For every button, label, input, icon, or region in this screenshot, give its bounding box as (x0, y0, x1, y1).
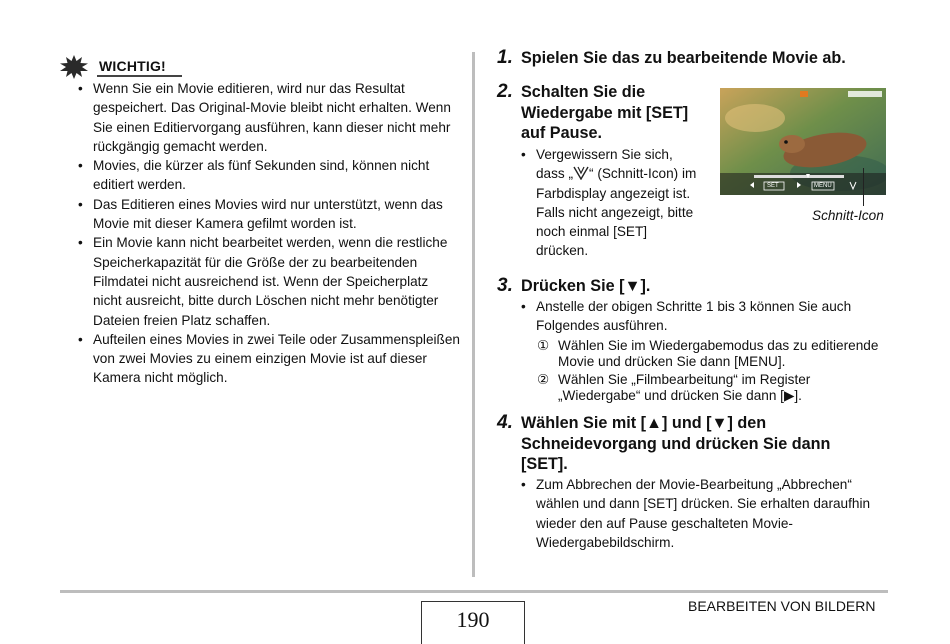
step-heading: Spielen Sie das zu bearbeitende Movie ab. (521, 49, 846, 67)
step-bullet-list (521, 475, 883, 552)
note-item: • Aufteilen eines Movies in zwei Teile oder Zusammenspleißen von zwei Movies zu einem einzigen Movie ist auf dieser Kamera nicht möglich. (78, 330, 460, 388)
enum-item (537, 338, 889, 369)
note-item: • Movies, die kürzer als fünf Sekunden sind, können nicht editiert werden. (78, 156, 460, 195)
step-heading: Wählen Sie mit [▲] und [▼] den Schneidevorgang und drücken Sie dann [SET]. (521, 414, 831, 473)
note-item: • Ein Movie kann nicht bearbeitet werden, wenn die restliche Speicherkapazität für die Größe der zu bearbeitenden Filmdatei nicht ausreichend ist. Wenn der Speicherplatz nicht ausreicht, bitte durch Löschen nicht mehr benötigter Dateien freien Platz schaffen. (78, 233, 460, 329)
set-button-label: SET (767, 183, 779, 189)
step-bullet-text-start: Vergewissern Sie sich, dass „ (536, 147, 673, 182)
enum-text: Wählen Sie „Filmbearbeitung“ im Register „Wiedergabe“ und drücken Sie dann [▶]. (558, 372, 811, 403)
image-caption: Schnitt-Icon (812, 208, 884, 223)
cut-icon (573, 166, 589, 180)
note-heading-underline (97, 75, 182, 77)
step-bullet: • Anstelle der obigen Schritte 1 bis 3 können Sie auch Folgendes ausführen. (521, 297, 891, 336)
starburst-icon (60, 55, 88, 79)
note-heading: WICHTIG! (99, 58, 166, 74)
step-number: 1. (497, 47, 513, 68)
enum-marker: ② (537, 372, 550, 387)
menu-button-label: MENU (814, 183, 832, 189)
playback-screen-image (720, 88, 886, 195)
page-number: 190 (456, 607, 490, 632)
note-list (78, 79, 460, 388)
callout-line (863, 168, 864, 206)
footer-rule (60, 590, 888, 593)
step-bullet-text-end: “ (Schnitt-Icon) im Farbdisplay angezeigt ist. Falls nicht angezeigt, bitte noch einmal [SET] drücken. (536, 166, 697, 259)
step-bullet: • Zum Abbrechen der Movie-Bearbeitung „Abbrechen“ wählen und dann [SET] drücken. Sie erhalten daraufhin wieder den auf Pause geschalteten Movie-Wiedergabebildschirm. (521, 475, 883, 552)
alternative-steps (537, 338, 889, 406)
note-item: • Wenn Sie ein Movie editieren, wird nur das Resultat gespeichert. Das Original-Movie bleibt nicht erhalten. Wenn Sie einen Editiervorgang ausführen, kann dieser nicht mehr rückgängig gemacht werden. (78, 79, 460, 156)
step-number: 3. (497, 275, 513, 296)
playback-screen-graphic (720, 88, 886, 195)
step-number: 2. (497, 81, 513, 102)
step-bullet-list (521, 145, 701, 261)
enum-text: Wählen Sie im Wiedergabemodus das zu editierende Movie und drücken Sie dann [MENU]. (558, 338, 879, 369)
section-title: BEARBEITEN VON BILDERN (688, 598, 876, 614)
step-heading: Drücken Sie [▼]. (521, 277, 651, 295)
step-heading: Schalten Sie die Wiedergabe mit [SET] auf Pause. (521, 83, 689, 142)
enum-marker: ① (537, 338, 550, 353)
step-bullet (521, 145, 701, 261)
column-divider (472, 52, 475, 577)
enum-item (537, 372, 889, 403)
step-number: 4. (497, 412, 513, 433)
note-item: • Das Editieren eines Movies wird nur unterstützt, wenn das Movie mit dieser Kamera gefilmt worden ist. (78, 195, 460, 234)
step-bullet-list (521, 297, 891, 336)
